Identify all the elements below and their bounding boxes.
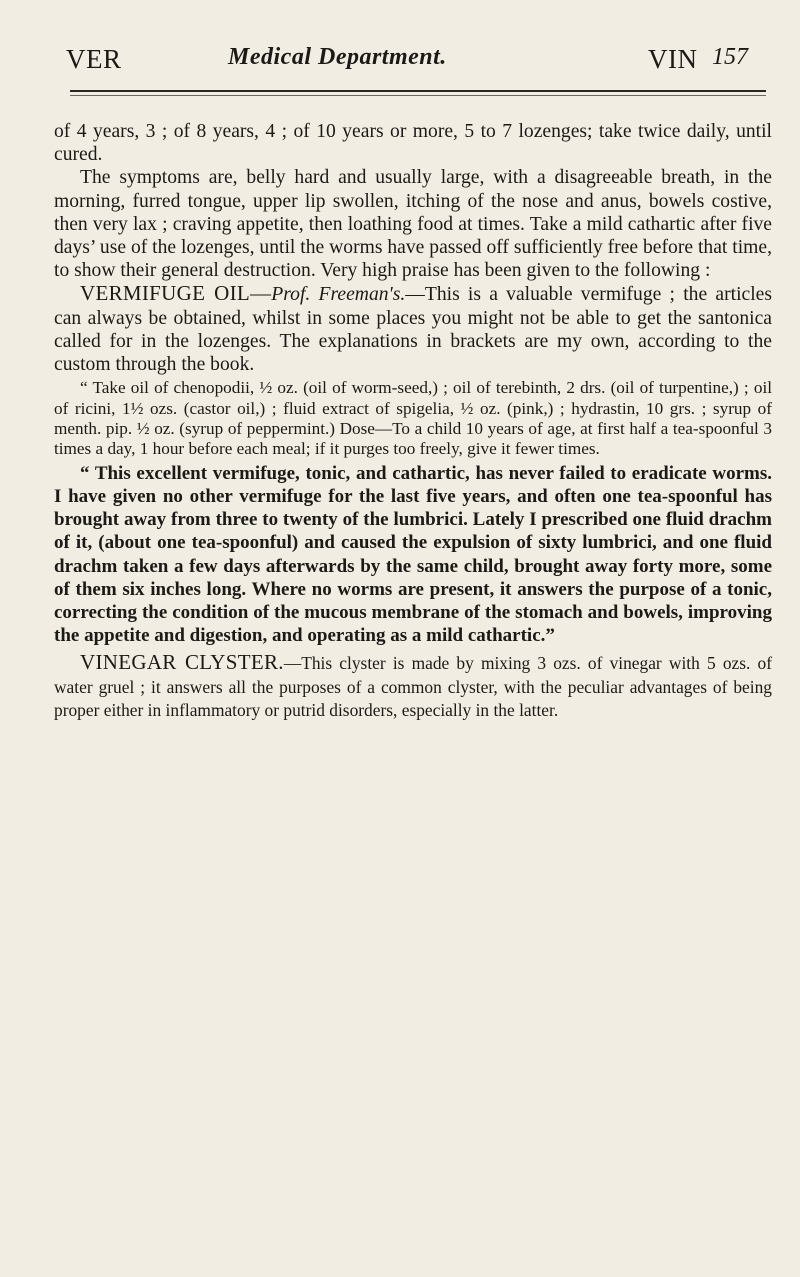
page-body bbox=[54, 120, 772, 722]
header-rule-thin bbox=[70, 95, 766, 96]
running-header bbox=[66, 44, 770, 84]
paragraph-vermifuge-oil bbox=[54, 282, 772, 376]
paragraph-vinegar-clyster bbox=[54, 651, 772, 722]
paragraph-testimonial: “ This excellent vermifuge, tonic, and cathartic, has never failed to eradicate worms. I have given no other vermifuge for the last five years, and often one tea-spoonful has brought away from three to twenty of the lumbrici. Lately I prescribed one fluid drachm of it, (about one tea-spoonful) and caused the expulsion of sixty lumbrici, and one fluid drachm taken a few days afterwards by the same child, brought away forty more, some of them six inches long. Where no worms are present, it answers the purpose of a tonic, correcting the condition of the mucous membrane of the stomach and bowels, improving the appetite and digestion, and operating as a mild cathartic.” bbox=[54, 462, 772, 647]
vinegar-clyster-body: —This clyster is made by mixing 3 ozs. of vinegar with 5 ozs. of water gruel ; it answers all the purposes of a common clyster, with the peculiar advantages of being proper either in inflammatory or putrid disorders, especially in the latter. bbox=[54, 653, 772, 720]
vinegar-clyster-heading: VINEGAR CLYSTER. bbox=[80, 650, 284, 675]
vermifuge-oil-body: —This is a valuable vermifuge ; the articles can always be obtained, whilst in some places you might not be able to get the santonica called for in the lozenges. The explanations in brackets are my own, according to the custom through the book. bbox=[54, 284, 772, 376]
paragraph-recipe: “ Take oil of chenopodii, ½ oz. (oil of worm-seed,) ; oil of terebinth, 2 drs. (oil of turpentine,) ; oil of ricini, 1½ ozs. (castor oil,) ; fluid extract of spigelia, ½ oz. (pink,) ; hydrastin, 10 grs. ; syrup of menth. pip. ½ oz. (syrup of peppermint.) Dose—To a child 10 years of age, at first half a tea-spoonful 3 times a day, 1 hour before each meal; if it purges too freely, give it fewer times. bbox=[54, 378, 772, 459]
paragraph-symptoms: The symptoms are, belly hard and usually large, with a disagreeable breath, in the morning, furred tongue, upper lip swollen, itching of the nose and anus, bowels costive, then very lax ; craving appetite, then loathing food at times. Take a mild cathartic after five days’ use of the lozenges, until the worms have passed off sufficiently free before that time, to show their general destruction. Very high praise has been given to the following : bbox=[54, 167, 772, 282]
vermifuge-oil-heading: VERMIFUGE OIL— bbox=[80, 281, 272, 306]
header-section-title: Medical Department. bbox=[228, 44, 447, 70]
vermifuge-oil-attribution: Prof. Freeman's. bbox=[271, 284, 406, 306]
header-left-word: VER bbox=[66, 44, 122, 74]
paragraph-dosage-continuation: of 4 years, 3 ; of 8 years, 4 ; of 10 years or more, 5 to 7 lozenges; take twice daily, until cured. bbox=[54, 121, 772, 166]
header-right-word: VIN bbox=[648, 44, 698, 74]
page-number: 157 bbox=[712, 44, 748, 70]
header-rule bbox=[70, 90, 766, 92]
